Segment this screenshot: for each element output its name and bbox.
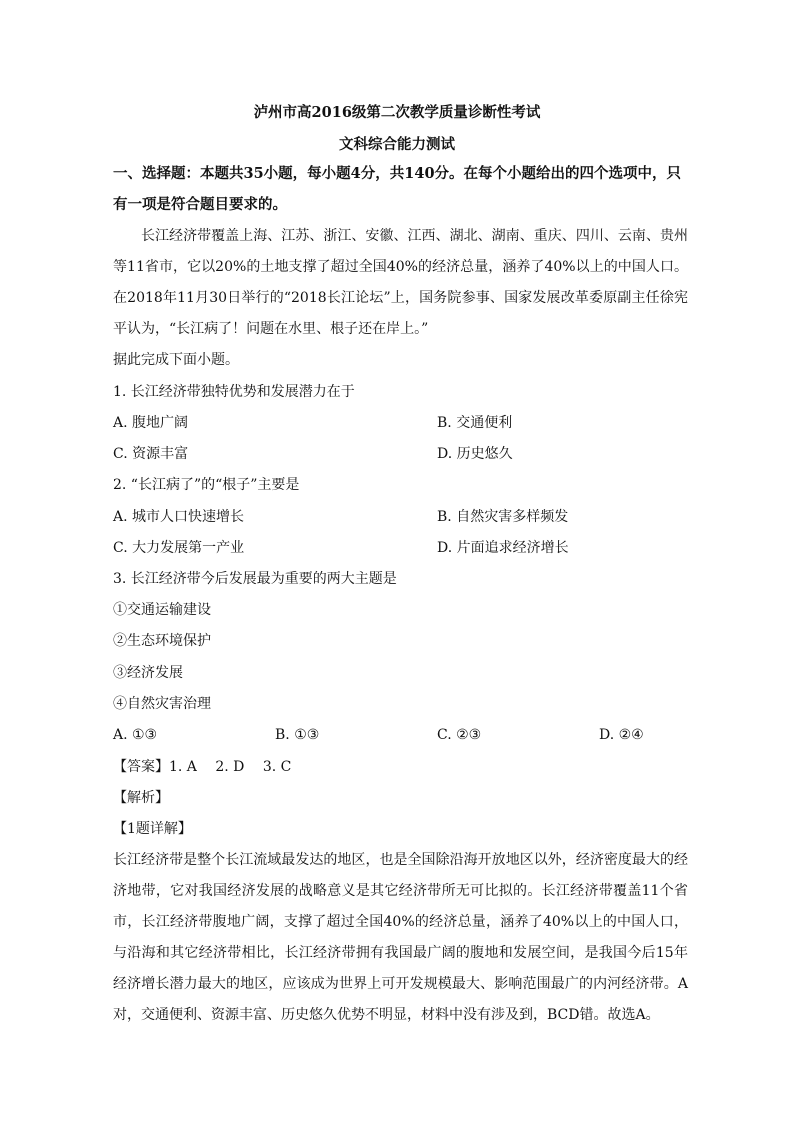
question-3-option-c[interactable]: C. ②③ — [437, 727, 482, 743]
analysis-label: 【解析】 — [113, 790, 169, 806]
section-heading: 一、选择题：本题共35小题，每小题4分，共140分。在每个小题给出的四个选项中，只有一项是符合题目要求的。 — [113, 165, 682, 213]
answer-line: 【答案】1. A 2. D 3. C — [113, 759, 292, 775]
question-3-item-1: ①交通运输建设 — [113, 602, 211, 618]
passage-instruction: 据此完成下面小题。 — [113, 352, 239, 368]
question-1-option-c[interactable]: C. 资源丰富 — [113, 446, 189, 462]
question-2-option-d[interactable]: D. 片面追求经济增长 — [437, 540, 569, 556]
question-1-option-d[interactable]: D. 历史悠久 — [437, 446, 513, 462]
question-2-option-b[interactable]: B. 自然灾害多样频发 — [437, 509, 569, 525]
analysis-detail-text: 长江经济带是整个长江流域最发达的地区，也是全国除沿海开放地区以外，经济密度最大的经济地带，它对我国经济发展的战略意义是其它经济带所无可比拟的。长江经济带覆盖11个省市，长江经济带腹地广阔，支撑了超过全国40%的经济总量，涵养了40%以上的中国人口，与沿海和其它经济带相比，长江经济带拥有我国最广阔的腹地和发展空间，是我国今后15年经济增长潜力最大的地区，应该成为世界上可开发规模最大、影响范围最广的内河经济带。A对，交通便利、资源丰富、历史悠久优势不明显，材料中没有涉及到，BCD错。故选A。 — [113, 852, 688, 1023]
exam-subtitle: 文科综合能力测试 — [339, 136, 455, 153]
question-3-option-b[interactable]: B. ①③ — [275, 727, 320, 743]
analysis-detail-label: 【1题详解】 — [113, 821, 192, 837]
question-3-item-3: ③经济发展 — [113, 665, 183, 681]
question-2-option-c[interactable]: C. 大力发展第一产业 — [113, 540, 245, 556]
question-3-option-d[interactable]: D. ②④ — [599, 727, 644, 743]
question-3-item-2: ②生态环境保护 — [113, 633, 211, 649]
question-1-option-b[interactable]: B. 交通便利 — [437, 415, 513, 431]
question-1-stem: 1. 长江经济带独特优势和发展潜力在于 — [113, 384, 355, 400]
question-1-option-a[interactable]: A. 腹地广阔 — [113, 415, 189, 431]
passage-text: 长江经济带覆盖上海、江苏、浙江、安徽、江西、湖北、湖南、重庆、四川、云南、贵州等11省市，它以20%的土地支撑了超过全国40%的经济总量，涵养了40%以上的中国人口。在2018年11月30日举行的“2018长江论坛”上，国务院参事、国家发展改革委原副主任徐宪平认为，“长江病了！问题在水里、根子还在岸上。” — [113, 228, 688, 337]
question-2-stem: 2. “长江病了”的“根子”主要是 — [113, 477, 300, 493]
question-3-item-4: ④自然灾害治理 — [113, 696, 211, 712]
question-3-stem: 3. 长江经济带今后发展最为重要的两大主题是 — [113, 571, 397, 587]
question-3-option-a[interactable]: A. ①③ — [113, 727, 158, 743]
question-2-option-a[interactable]: A. 城市人口快速增长 — [113, 509, 245, 525]
exam-title: 泸州市高2016级第二次教学质量诊断性考试 — [253, 104, 541, 121]
